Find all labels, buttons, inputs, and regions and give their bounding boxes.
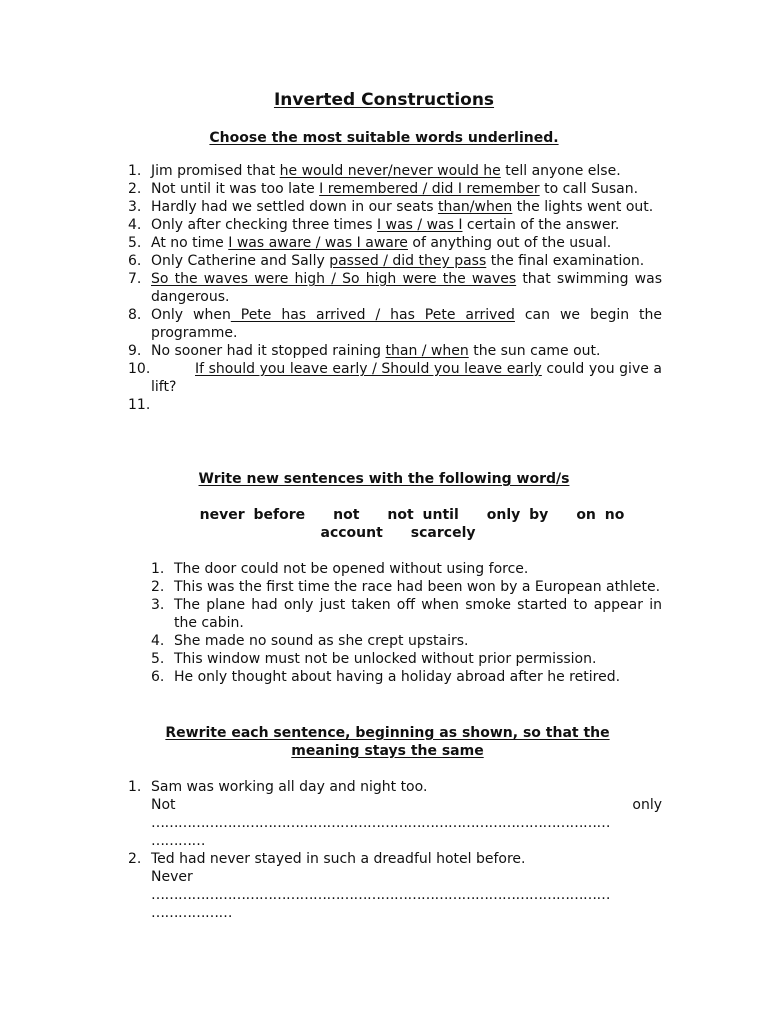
list-item <box>151 596 662 632</box>
item-text: This was the first time the race had been won by a European athlete. <box>174 579 661 595</box>
item-choice: passed / did they pass <box>329 253 487 269</box>
item-number: 9. <box>128 343 142 359</box>
item-text: At no time <box>151 235 229 251</box>
word-bank <box>175 506 635 542</box>
item-choice: Pete has arrived / has Pete arrived <box>230 307 515 323</box>
list-item <box>128 850 662 922</box>
word-bank-item: never before <box>199 507 306 523</box>
answer-line[interactable]: ………………………………………………………………………………………… <box>151 887 610 903</box>
list-item <box>128 270 662 306</box>
list-item <box>128 342 662 360</box>
item-text: Hardly had we settled down in our seats <box>151 199 438 215</box>
section1-list <box>128 162 662 414</box>
section3-list <box>128 778 662 922</box>
item-choice: I was aware / was I aware <box>228 235 408 251</box>
item-text: This window must not be unlocked without prior permission. <box>174 651 597 667</box>
word-bank-item: on no account <box>320 507 625 541</box>
list-item <box>128 162 662 180</box>
item-text: The plane had only just taken off when smoke started to appear in the cabin. <box>174 597 662 631</box>
item-text: Not until it was too late <box>151 181 320 197</box>
item-text: Only after checking three times <box>151 217 378 233</box>
list-item <box>151 650 662 668</box>
item-number: 10. <box>128 361 151 377</box>
prompt-start: Not <box>151 797 176 813</box>
list-item <box>128 198 662 216</box>
list-item <box>151 632 662 650</box>
prompt-start: Never <box>151 869 193 885</box>
item-text: certain of the answer. <box>462 217 620 233</box>
item-number: 4. <box>128 217 142 233</box>
item-text: Only Catherine and Sally <box>151 253 330 269</box>
item-text: He only thought about having a holiday abroad after he retired. <box>174 669 621 685</box>
item-number: 1. <box>128 163 142 179</box>
item-choice: I remembered / did I remember <box>319 181 540 197</box>
item-text: Only when <box>151 307 231 323</box>
item-text: Ted had never stayed in such a dreadful hotel before. <box>151 851 526 867</box>
item-text: No sooner had it stopped raining <box>151 343 386 359</box>
item-text: tell anyone else. <box>500 163 621 179</box>
word-bank-item: not until <box>387 507 459 523</box>
item-text: could you give a lift? <box>151 361 662 395</box>
item-choice: I was / was I <box>377 217 463 233</box>
item-choice: than/when <box>437 199 513 215</box>
item-number: 1. <box>128 779 142 795</box>
item-text: Jim promised that <box>151 163 280 179</box>
item-number: 4. <box>151 633 165 649</box>
item-number: 11. <box>128 397 151 413</box>
list-item <box>128 778 662 850</box>
list-item <box>128 180 662 198</box>
item-number: 5. <box>128 235 142 251</box>
item-text: the lights went out. <box>512 199 654 215</box>
item-choice: If should you leave early / Should you leave early <box>195 361 542 377</box>
item-text: She made no sound as she crept upstairs. <box>174 633 469 649</box>
section2-list <box>151 560 662 686</box>
list-item <box>151 668 662 686</box>
word-bank-item: scarcely <box>410 525 476 541</box>
list-item <box>128 360 662 396</box>
section2-heading: Write new sentences with the following word/s <box>198 471 570 487</box>
rewrite-prompt <box>128 796 662 814</box>
item-text: of anything out of the usual. <box>407 235 612 251</box>
item-text: the final examination. <box>486 253 645 269</box>
rewrite-prompt <box>128 868 662 886</box>
section3-heading: Rewrite each sentence, beginning as shown, so that the meaning stays the same <box>165 725 610 759</box>
item-number: 3. <box>151 597 165 613</box>
item-text: The door could not be opened without using force. <box>174 561 529 577</box>
item-text: can we begin the programme. <box>151 307 662 341</box>
item-number: 7. <box>128 271 142 287</box>
item-choice: he would never/never would he <box>279 163 501 179</box>
item-number: 2. <box>128 181 142 197</box>
item-number: 3. <box>128 199 142 215</box>
section1-heading: Choose the most suitable words underlined. <box>209 130 559 146</box>
item-number: 6. <box>128 253 142 269</box>
answer-line[interactable]: ………………………………………………………………………………………… <box>151 815 610 831</box>
item-choice: than / when <box>385 343 469 359</box>
list-item <box>151 560 662 578</box>
word-bank-item: not <box>333 507 360 523</box>
item-text: to call Susan. <box>539 181 639 197</box>
item-text: that swimming was dangerous. <box>151 271 662 305</box>
item-number: 8. <box>128 307 142 323</box>
list-item <box>151 578 662 596</box>
item-number: 1. <box>151 561 165 577</box>
item-text: the sun came out. <box>468 343 601 359</box>
answer-line[interactable]: ………… <box>151 833 205 849</box>
item-number: 2. <box>128 851 142 867</box>
list-item <box>128 306 662 342</box>
item-choice: So the waves were high / So high were the waves <box>151 271 517 287</box>
prompt-end: only <box>632 797 662 813</box>
item-number: 2. <box>151 579 165 595</box>
item-number: 6. <box>151 669 165 685</box>
item-text: Sam was working all day and night too. <box>151 779 428 795</box>
item-number: 5. <box>151 651 165 667</box>
list-item <box>128 216 662 234</box>
list-item <box>128 396 662 414</box>
answer-line[interactable]: ……………… <box>151 905 232 921</box>
list-item <box>128 252 662 270</box>
word-bank-item: only by <box>486 507 549 523</box>
list-item <box>128 234 662 252</box>
page-title: Inverted Constructions <box>273 90 495 110</box>
